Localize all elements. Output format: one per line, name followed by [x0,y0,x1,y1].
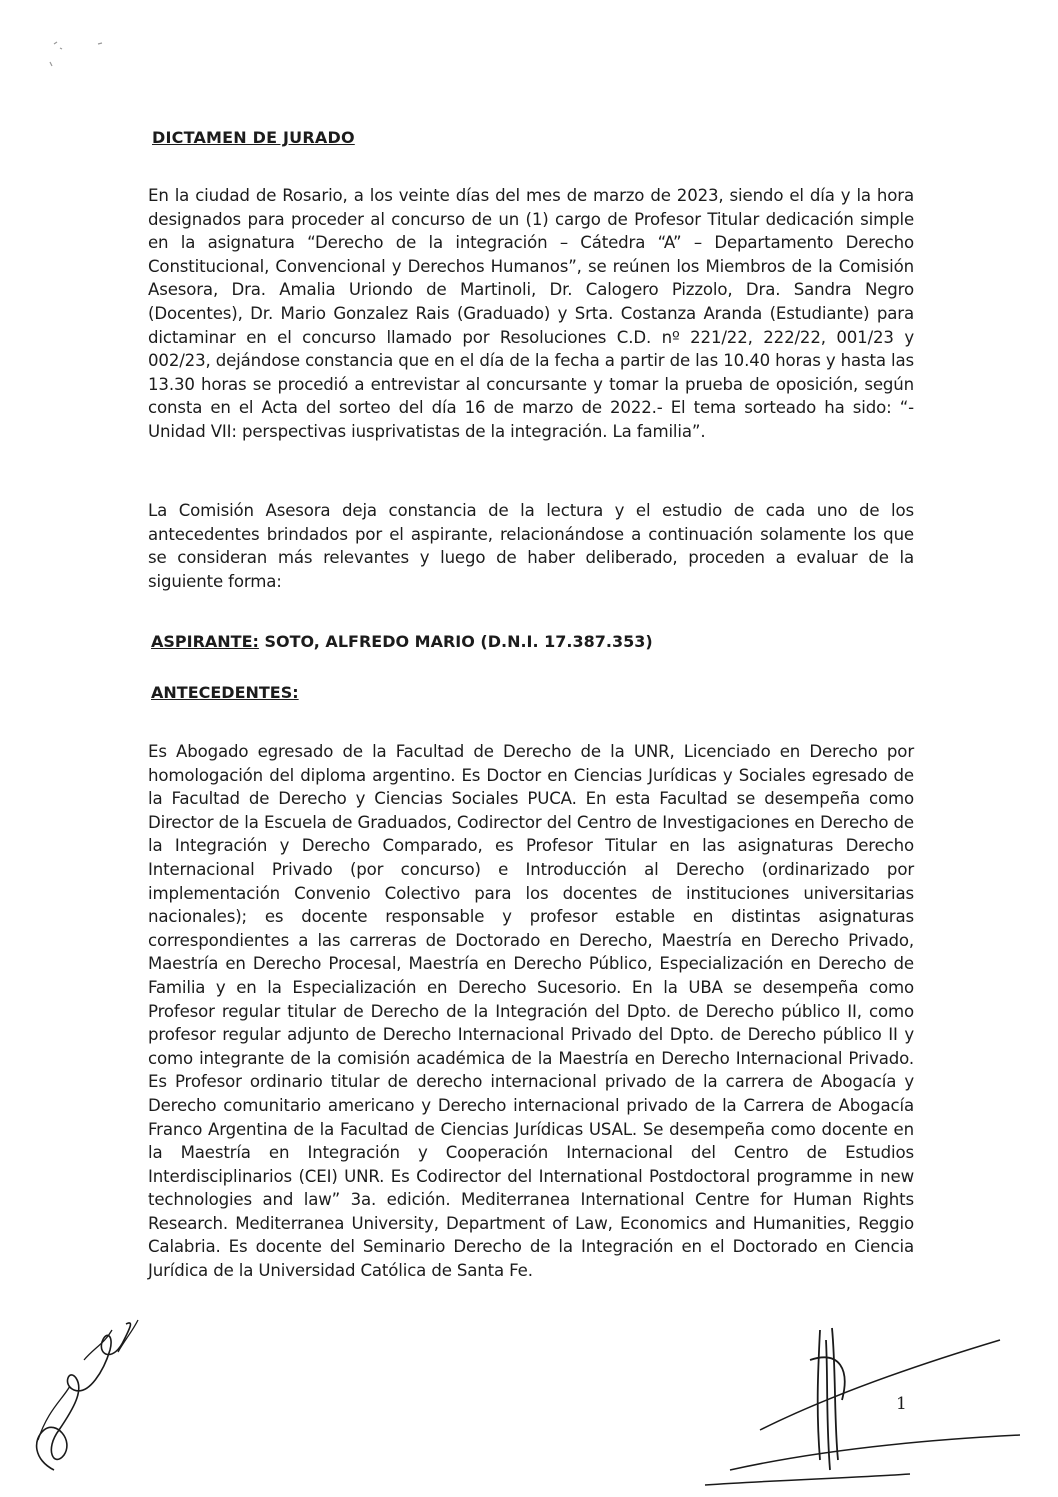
antecedentes-heading: ANTECEDENTES: [151,683,299,702]
left-margin-signature [14,1290,144,1480]
aspirante-value: SOTO, ALFREDO MARIO (D.N.I. 17.387.353) [258,632,653,651]
right-signature [700,1310,1030,1490]
antecedentes-paragraph: Es Abogado egresado de la Facultad de Derecho de la UNR, Licenciado en Derecho por homologación del diploma argentino. Es Doctor en Ciencias Jurídicas y Sociales egresado de la Facultad de Derecho y Ciencias Sociales PUCA. En esta Facultad se desempeña como Director de la Escuela de Graduados, Codirector del Centro de Investigaciones en Derecho de la Integración y Derecho Comparado, es Profesor Titular en las asignaturas Derecho Internacional Privado (por concurso) e Introducción al Derecho (ordinarizado por implementación Convenio Colectivo para los docentes de instituciones universitarias nacionales); es docente responsable y profesor estable en distintas asignaturas correspondientes a las carreras de Doctorado en Derecho, Maestría en Derecho Privado, Maestría en Derecho Procesal, Maestría en Derecho Público, Especialización en Derecho de Familia y en la Especialización en Derecho Sucesorio. En la UBA se desempeña como Profesor regular titular de Derecho de la Integración del Dpto. de Derecho público II, como profesor regular adjunto de Derecho Internacional Privado del Dpto. de Derecho público II y como integrante de la comisión académica de la Maestría en Derecho Internacional Privado. Es Profesor ordinario titular de derecho internacional privado de la carrera de Abogacía y Derecho comunitario americano y Derecho internacional privado de la Carrera de Abogacía Franco Argentina de la Facultad de Ciencias Jurídicas USAL. Se desempeña como docente en la Maestría en Integración y Cooperación Internacional del Centro de Estudios Interdisciplinarios (CEI) UNR. Es Codirector del International Postdoctoral programme in new technologies and law” 3a. edición. Mediterranea International Centre for Human Rights Research. Mediterranea University, Department of Law, Economics and Humanities, Reggio Calabria. Es docente del Seminario Derecho de la Integración en el Doctorado en Ciencia Jurídica de la Universidad Católica de Santa Fe. [148,742,914,1281]
page-number: 1 [896,1394,907,1414]
aspirante-heading [151,632,653,651]
scan-marks [40,36,110,76]
intro-paragraph: En la ciudad de Rosario, a los veinte días del mes de marzo de 2023, siendo el día y la hora designados para proceder al concurso de un (1) cargo de Profesor Titular dedicación simple en la asignatura “Derecho de la integración – Cátedra “A” – Departamento Derecho Constitucional, Convencional y Derechos Humanos”, se reúnen los Miembros de la Comisión Asesora, Dra. Amalia Uriondo de Martinoli, Dr. Calogero Pizzolo, Dra. Sandra Negro (Docentes), Dr. Mario Gonzalez Rais (Graduado) y Srta. Costanza Aranda (Estudiante) para dictaminar en el concurso llamado por Resoluciones C.D. nº 221/22, 222/22, 001/23 y 002/23, dejándose constancia que en el día de la fecha a partir de las 10.40 horas y hasta las 13.30 horas se procedió a entrevistar al concursante y tomar la prueba de oposición, según consta en el Acta del sorteo del día 16 de marzo de 2022.- El tema sorteado ha sido: “-Unidad VII: perspectivas iusprivatistas de la integración. La familia”. [148,186,914,441]
aspirante-label: ASPIRANTE: [151,632,259,651]
commission-paragraph: La Comisión Asesora deja constancia de la lectura y el estudio de cada uno de los antecedentes brindados por el aspirante, relacionándose a continuación solamente los que se consideran más relevantes y luego de haber deliberado, proceden a evaluar de la siguiente forma: [148,501,914,591]
document-title: DICTAMEN DE JURADO [152,128,355,147]
